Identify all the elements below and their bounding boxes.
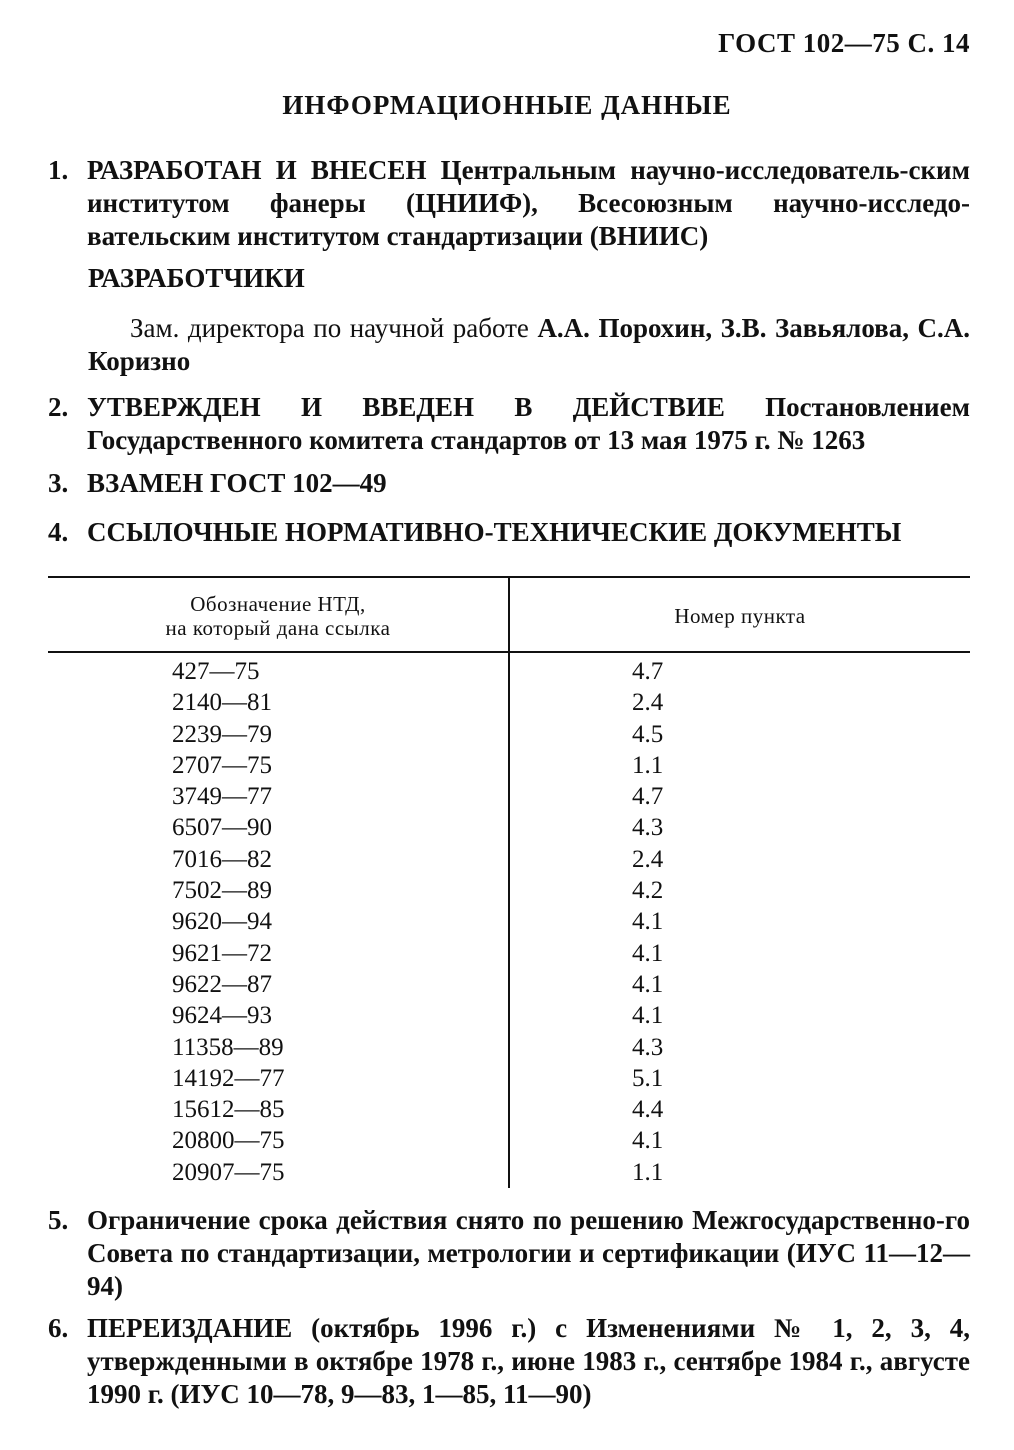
table-clause-column [632,656,663,1188]
item-1-number: 1. [48,155,69,185]
table-cell-designation: 2239—79 [172,720,272,748]
table-cell-designation: 14192—77 [172,1064,285,1092]
table-cell-clause: 4.1 [632,939,664,967]
table-cell-designation: 2140—81 [172,689,272,717]
table-cell-clause: 2.4 [632,689,664,717]
item-6 [48,1312,970,1411]
item-2-body: Постановлением Государственного комитета стандартов от 13 мая 1975 г. № 1263 [87,392,970,455]
item-2-lead: УТВЕРЖДЕН И ВВЕДЕН В ДЕЙСТВИЕ [87,392,725,422]
item-6-number: 6. [48,1313,69,1343]
item-1-body: Центральным научно-исследователь-ским институтом фанеры (ЦНИИФ), Всесоюзным научно-исследо-вательским институтом стандартизации (ВНИИС) [87,155,971,251]
table-cell-clause: 4.7 [632,658,664,685]
item-6-body: (октябрь 1996 г.) с Изменениями № 1, 2, 3, 4, утвержденными в октябре 1978 г., июне 1983 г., сентябре 1984 г., августе 1990 г. (ИУС 10—78, 9—83, 1—85, 11—90) [87,1313,970,1409]
table-cell-clause: 4.1 [632,970,664,998]
item-5-number: 5. [48,1205,69,1235]
table-cell-designation: 20907—75 [172,1158,285,1186]
table-header-designation-line2: на который дана ссылка [165,616,391,640]
item-1 [48,154,970,253]
table-cell-clause: 4.1 [632,1002,664,1030]
table-designation-column [172,656,285,1188]
item-1-lead: РАЗРАБОТАН И ВНЕСЕН [87,155,427,185]
table-header-designation [48,592,508,640]
item-6-lead: ПЕРЕИЗДАНИЕ [87,1313,293,1343]
reference-documents-table [48,576,970,1188]
page-header: ГОСТ 102—75 С. 14 [718,28,970,58]
table-cell-clause: 4.1 [632,1127,664,1155]
item-5 [48,1204,970,1303]
table-cell-clause: 2.4 [632,845,664,873]
item-3 [48,467,970,500]
item-4-text: ССЫЛОЧНЫЕ НОРМАТИВНО-ТЕХНИЧЕСКИЕ ДОКУМЕНТЫ [87,517,902,547]
table-cell-designation: 9621—72 [172,939,272,967]
table-cell-clause: 4.3 [632,814,664,842]
table-header-clause: Номер пункта [674,604,806,628]
table-cell-clause: 4.4 [632,1096,664,1124]
table-cell-clause: 4.2 [632,877,664,905]
developers-role: Зам. директора по научной работе [130,313,538,343]
table-cell-clause: 5.1 [632,1064,664,1092]
table-column-divider [508,576,510,1188]
table-cell-designation: 15612—85 [172,1096,285,1124]
table-cell-designation: 20800—75 [172,1127,285,1155]
table-cell-designation: 427—75 [172,658,260,685]
table-cell-designation: 6507—90 [172,814,272,842]
table-cell-clause: 1.1 [632,1158,664,1186]
developers-list [88,312,970,378]
table-cell-designation: 9622—87 [172,970,272,998]
document-title: ИНФОРМАЦИОННЫЕ ДАННЫЕ [282,90,732,120]
developers-heading: РАЗРАБОТЧИКИ [88,263,305,293]
item-2-text [87,391,970,457]
item-2 [48,391,970,457]
item-6-text [87,1312,970,1411]
table-cell-designation: 9620—94 [172,908,272,936]
item-4-number: 4. [48,517,69,547]
table-header-designation-line1: Обозначение НТД, [190,592,366,616]
table-cell-designation: 7502—89 [172,877,272,905]
table-cell-designation: 2707—75 [172,751,272,779]
item-3-text: ВЗАМЕН ГОСТ 102—49 [87,468,387,498]
item-3-number: 3. [48,468,69,498]
table-cell-designation: 7016—82 [172,845,272,873]
item-5-text: Ограничение срока действия снято по решению Межгосударственно-го Совета по стандартизации, метрологии и сертификации (ИУС 11—12—94) [87,1205,970,1301]
item-2-number: 2. [48,392,69,422]
item-4 [48,516,970,549]
table-cell-clause: 1.1 [632,751,664,779]
developers-names: А.А. Порохин, З.В. Завьялова, С.А. Коризно [88,313,970,376]
item-1-text [87,154,970,253]
table-cell-designation: 11358—89 [172,1033,284,1061]
table-cell-clause: 4.5 [632,720,664,748]
table-cell-clause: 4.7 [632,783,664,811]
table-cell-designation: 3749—77 [172,783,272,811]
table-cell-clause: 4.1 [632,908,664,936]
table-cell-clause: 4.3 [632,1033,664,1061]
table-cell-designation: 9624—93 [172,1002,272,1030]
